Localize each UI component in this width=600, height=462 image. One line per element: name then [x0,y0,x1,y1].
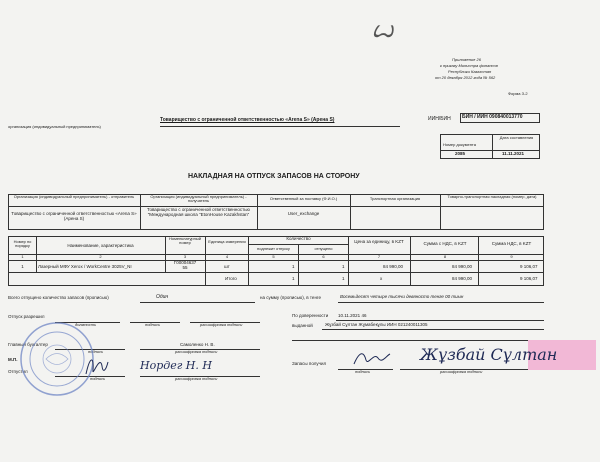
decode-caption-2: расшифровка подписи [175,349,218,354]
released-qty-label: Всего отпущено количество запасов (прописью) [8,295,109,300]
appendix-line1: Приложение 26 [452,57,481,62]
decode-caption-3: расшифровка подписи [175,376,218,381]
row-qty-released: 1 [342,264,345,269]
total-sum: 84 990,00 [452,276,473,281]
row-unit: шт [224,264,230,269]
total-label: Итого [225,276,237,281]
released-signature: Нордег Н. Н [140,359,212,372]
doc-date: 11.11.2021 [502,151,525,156]
doc-number: 2085 [455,151,466,156]
th-row-no: Номер по порядку [13,239,32,249]
col-no-4: 4 [225,254,229,259]
th-waybill: Товарно-транспортная накладная (номер, дата) [447,194,537,199]
iin-value: БИН / ИИН 090840013770 [462,114,523,120]
th-responsible: Ответственный за поставку (Ф.И.О.) [269,196,338,201]
td-responsible: User_exchange [287,211,320,216]
mp-label: М.П. [8,357,18,362]
allowed-label: Отпуск разрешил [8,314,45,319]
doc-date-label: Дата составления [499,135,534,140]
col-no-1: 1 [21,254,24,259]
appendix-line2: к приказу Министра финансов [440,63,498,68]
th-vat: Сумма НДС, в KZT [491,241,532,246]
received-signature: Жұзбай Сұлтан [420,345,558,364]
th-price: Цена за единицу, в KZT [354,239,404,244]
th-unit: Единица измерения [208,239,246,244]
appendix-line4: от 20 декабря 2012 года № 562 [435,75,496,80]
row-no: 1 [21,264,24,269]
th-nom-no: Номенклатурный номер [169,236,201,246]
iin-label: ИИН/БИН [428,116,451,122]
signature-caption: подпись [145,322,161,327]
row-name: Лазерный МФУ Xerox / WorkCentre 3025V_NI [38,264,132,269]
org-label: организация (индивидуальный предприниматель) [8,124,101,129]
th-name: Наименование, характеристика [67,243,134,248]
received-initial-scribble [352,348,392,370]
doc-number-label: Номер документа [443,142,476,147]
col-no-8: 8 [443,254,447,259]
row-nom-a: Г00004637 [173,260,197,265]
total-release: 1 [292,276,295,281]
th-qty-release: подлежит отпуску [257,246,290,251]
released-label: Отпустил [8,369,28,374]
total-released: 1 [342,276,345,281]
sum-words-label: на сумму (прописью), в тенге [260,295,321,300]
row-sum: 84 990,00 [452,264,473,269]
signature-caption-4: подпись [355,369,371,374]
issued-value: Жұзбай Сұлтан Жұмабекұлы ИИН 021240011305 [325,322,428,327]
position-caption: должность [75,322,97,327]
th-qty-released: отпущено [314,246,333,251]
row-nom-b: 55 [182,265,188,270]
th-sum-vat: Сумма с НДС, в KZT [423,241,467,246]
col-no-3: 3 [183,254,187,259]
form-number: Форма З-2 [508,91,528,96]
doc-title: НАКЛАДНАЯ НА ОТПУСК ЗАПАСОВ НА СТОРОНУ [188,173,360,180]
issued-label: выданной [292,323,313,328]
total-vat: 9 106,07 [520,276,538,281]
col-no-5: 5 [272,254,275,259]
row-qty-release: 1 [292,264,295,269]
decode-caption-4: расшифровка подписи [440,369,483,374]
appendix-line3: Республики Казахстан [448,69,492,74]
col-no-9: 9 [510,254,513,259]
decode-caption: расшифровка подписи [200,322,243,327]
th-transport: Транспортная организация [369,196,421,201]
row-price: 84 990,00 [383,264,404,269]
th-receiver: Организация (индивидуальный предприниматель) - получатель [150,194,247,204]
th-sender: Организация (индивидуальный предприниматель) - отправитель [13,194,135,199]
col-no-6: 6 [322,254,325,259]
chief-acc-label: Главный бухгалтер [8,342,48,347]
sum-words-value: Восемьдесят четыре тысячи девяносто тенге 00 тиын [340,294,464,299]
handwritten-mark: Ꙍ [372,21,394,42]
org-name: Товарищество с ограниченной ответственностью «Arena S» (Арена S) [160,117,335,123]
td-sender: Товарищество с ограниченной ответственностью «Arena S» (Арена S) [11,211,137,221]
row-vat: 9 106,07 [520,264,538,269]
col-no-7: 7 [377,254,381,259]
total-price: x [380,276,383,281]
th-qty: Количество [286,236,311,241]
received-label: Запасы получил [292,361,327,366]
col-no-2: 2 [99,254,102,259]
proxy-value: 10.11.2021 46 [338,313,367,318]
signature-caption-3: подпись [90,376,106,381]
chief-acc-name: Самоленко Н. В. [180,342,215,347]
released-qty-value: Один [156,294,169,300]
signature-caption-2: подпись [88,349,104,354]
td-receiver: Товарищество с ограниченной ответственностью "Международная школа "EtonHouse Kazakhstan" [147,207,250,217]
proxy-label: По доверенности [292,313,329,318]
